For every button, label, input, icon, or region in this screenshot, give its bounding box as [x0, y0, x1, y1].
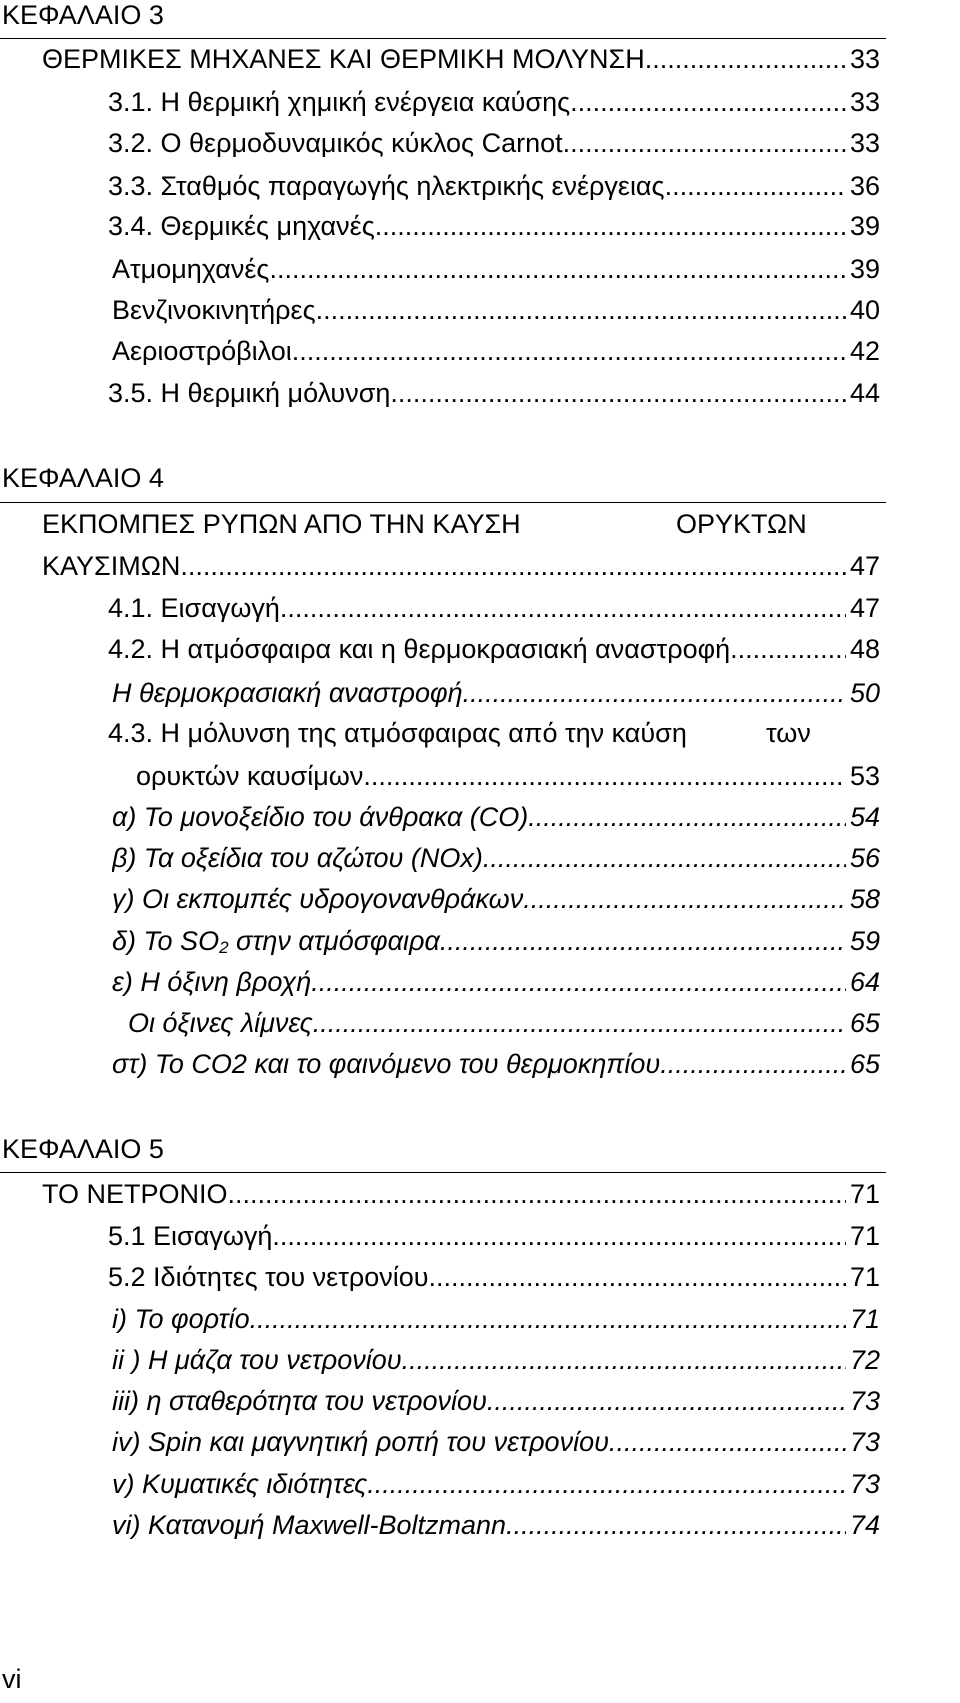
so2-prefix: δ) Το SO	[112, 928, 220, 955]
page-number: vi	[2, 1664, 22, 1694]
toc-entry-page: 58	[849, 886, 880, 913]
toc-entry-title	[112, 928, 440, 955]
chapter-4-rule	[0, 502, 886, 503]
toc-entry-page: 47	[849, 595, 880, 622]
toc-entry-page: 33	[849, 89, 880, 116]
toc-leader	[316, 297, 846, 324]
toc-leader	[563, 130, 846, 157]
toc-entry[interactable]	[108, 1264, 880, 1291]
toc-entry-page: 74	[849, 1512, 880, 1539]
toc-leader	[280, 595, 846, 622]
toc-entry-page: 56	[849, 845, 880, 872]
toc-entry-line-right: ΟΡΥΚΤΩΝ	[676, 509, 807, 539]
toc-leader	[665, 173, 846, 200]
toc-leader	[367, 1471, 846, 1498]
toc-entry-page: 73	[849, 1429, 880, 1456]
toc-entry-line-left: 4.3. Η μόλυνση της ατμόσφαιρας από την καύση	[108, 718, 687, 748]
toc-entry[interactable]	[112, 845, 880, 872]
toc-entry-page: 71	[849, 1223, 880, 1250]
toc-entry[interactable]	[42, 553, 880, 580]
toc-leader	[180, 553, 846, 580]
toc-entry-title: Ατμομηχανές	[112, 256, 270, 283]
toc-entry-page: 39	[849, 256, 880, 283]
toc-entry[interactable]	[128, 1010, 880, 1037]
toc-entry-page: 71	[849, 1306, 880, 1333]
toc-entry-line-right: των	[766, 718, 811, 748]
toc-entry-title: α) Το μονοξείδιο του άνθρακα (CO)	[112, 804, 529, 831]
toc-entry[interactable]	[42, 46, 880, 73]
toc-leader	[269, 256, 846, 283]
toc-entry-title: Οι όξινες λίμνες	[128, 1010, 313, 1037]
toc-entry-page: 53	[849, 763, 880, 790]
toc-entry-page: 36	[849, 173, 880, 200]
toc-leader	[616, 1429, 846, 1456]
toc-entry[interactable]	[136, 763, 880, 790]
toc-entry[interactable]	[112, 969, 880, 996]
toc-entry-title: 5.2 Ιδιότητες του νετρονίου.	[108, 1264, 437, 1291]
toc-leader	[487, 1388, 846, 1415]
toc-entry[interactable]	[112, 1512, 880, 1539]
toc-leader	[250, 1306, 846, 1333]
toc-entry-title: γ) Οι εκπομπές υδρογονανθράκων	[112, 886, 524, 913]
toc-entry-page: 42	[849, 338, 880, 365]
toc-entry-title: 3.3. Σταθμός παραγωγής ηλεκτρικής ενέργειας	[108, 173, 665, 200]
toc-leader	[738, 636, 846, 663]
toc-leader	[660, 1051, 846, 1078]
toc-entry-line-left: ΕΚΠΟΜΠΕΣ ΡΥΠΩΝ ΑΠΟ ΤΗΝ ΚΑΥΣΗ	[42, 509, 521, 539]
toc-entry-page: 71	[849, 1264, 880, 1291]
toc-leader	[311, 969, 846, 996]
toc-entry-title: ΚΑΥΣΙΜΩΝ	[42, 553, 181, 580]
so2-suffix: στην ατμόσφαιρα	[228, 928, 440, 955]
toc-leader	[375, 213, 846, 240]
toc-entry-title: ii ) Η μάζα του νετρονίου.	[112, 1347, 410, 1374]
toc-entry-page: 71	[849, 1181, 880, 1208]
toc-entry[interactable]	[112, 1306, 880, 1333]
toc-entry[interactable]	[108, 89, 880, 116]
toc-entry-title: στ) Το CO2 και το φαινόμενο του θερμοκηπίου	[112, 1051, 661, 1078]
toc-entry-title: Αεριοστρόβιλοι	[112, 338, 292, 365]
toc-entry-title: iii) η σταθερότητα του νετρονίου	[112, 1388, 487, 1415]
toc-leader	[463, 680, 846, 707]
toc-entry-title: i) Το φορτίο	[112, 1306, 250, 1333]
toc-entry-page: 40	[849, 297, 880, 324]
toc-entry-page: 64	[849, 969, 880, 996]
toc-entry[interactable]	[108, 173, 880, 200]
toc-entry-page: 59	[849, 928, 880, 955]
toc-entry-title: ΤΟ ΝΕΤΡΟΝΙΟ	[42, 1181, 228, 1208]
chapter-4-heading: ΚΕΦΑΛΑΙΟ 4	[2, 463, 164, 493]
toc-leader	[228, 1181, 846, 1208]
toc-entry-page: 48	[849, 636, 880, 663]
toc-leader	[570, 89, 846, 116]
toc-leader	[506, 1512, 846, 1539]
toc-entry[interactable]	[112, 1388, 880, 1415]
toc-entry-page: 73	[849, 1388, 880, 1415]
toc-entry[interactable]	[112, 886, 880, 913]
toc-entry[interactable]	[112, 680, 880, 707]
toc-entry-title: 3.4. Θερμικές μηχανές	[108, 213, 375, 240]
toc-entry-page: 65	[849, 1010, 880, 1037]
toc-entry-title: ε) Η όξινη βροχή	[112, 969, 312, 996]
chapter-3-rule	[0, 38, 886, 39]
toc-entry-title: vi) Κατανομή Maxwell-Boltzmann	[112, 1512, 507, 1539]
toc-entry[interactable]	[42, 1181, 880, 1208]
toc-entry[interactable]	[112, 1471, 880, 1498]
toc-leader	[528, 804, 846, 831]
toc-entry-page: 73	[849, 1471, 880, 1498]
toc-entry[interactable]	[108, 130, 880, 157]
toc-entry-title: Η θερμοκρασιακή αναστροφή	[112, 680, 463, 707]
toc-leader	[272, 1223, 846, 1250]
toc-entry-title: ορυκτών καυσίμων	[136, 763, 364, 790]
toc-entry-page: 33	[849, 46, 880, 73]
toc-entry-title: 4.1. Εισαγωγή	[108, 595, 280, 622]
toc-entry-page: 39	[849, 213, 880, 240]
toc-entry-title: v) Κυματικές ιδιότητες	[112, 1471, 368, 1498]
toc-leader	[440, 928, 846, 955]
toc-leader	[390, 380, 846, 407]
toc-entry[interactable]	[112, 928, 880, 955]
toc-entry[interactable]	[112, 256, 880, 283]
toc-entry-page: 72	[849, 1347, 880, 1374]
toc-entry-page: 44	[849, 380, 880, 407]
toc-leader	[313, 1010, 846, 1037]
toc-entry[interactable]	[112, 297, 880, 324]
toc-entry-title: ΘΕΡΜΙΚΕΣ ΜΗΧΑΝΕΣ ΚΑΙ ΘΕΡΜΙΚΗ ΜΟΛΥΝΣΗ	[42, 46, 645, 73]
toc-entry-title: 3.1. Η θερμική χημική ενέργεια καύσης	[108, 89, 571, 116]
toc-entry[interactable]	[108, 213, 880, 240]
toc-entry[interactable]	[112, 1429, 880, 1456]
toc-entry[interactable]	[112, 1051, 880, 1078]
toc-entry[interactable]	[108, 1223, 880, 1250]
toc-entry[interactable]	[108, 380, 880, 407]
toc-entry-page: 65	[849, 1051, 880, 1078]
toc-leader	[483, 845, 846, 872]
chapter-5-heading: ΚΕΦΑΛΑΙΟ 5	[2, 1134, 164, 1164]
toc-entry-page: 33	[849, 130, 880, 157]
toc-entry-page: 47	[849, 553, 880, 580]
toc-entry-title: β) Τα οξείδια του αζώτου (NOx)	[112, 845, 483, 872]
toc-entry[interactable]	[112, 804, 880, 831]
toc-leader	[363, 763, 846, 790]
toc-leader	[523, 886, 846, 913]
toc-leader	[409, 1347, 846, 1374]
toc-entry[interactable]	[108, 595, 880, 622]
toc-entry-title: Βενζινοκινητήρες	[112, 297, 316, 324]
toc-leader	[436, 1264, 846, 1291]
toc-entry-page: 50	[849, 680, 880, 707]
chapter-3-heading: ΚΕΦΑΛΑΙΟ 3	[2, 0, 164, 30]
so2-subscript: 2	[219, 938, 229, 955]
toc-entry[interactable]	[108, 636, 880, 663]
toc-leader	[292, 338, 846, 365]
toc-entry-title: 3.2. Ο θερμοδυναμικός κύκλος Carnot	[108, 130, 563, 157]
toc-entry-title: 5.1 Εισαγωγή	[108, 1223, 273, 1250]
chapter-5-rule	[0, 1172, 886, 1173]
toc-entry-page: 54	[849, 804, 880, 831]
toc-entry[interactable]	[112, 1347, 880, 1374]
toc-leader	[645, 46, 846, 73]
toc-entry-title: iv) Spin και μαγνητική ροπή του νετρονίου.	[112, 1429, 617, 1456]
toc-entry[interactable]	[112, 338, 880, 365]
toc-entry-title: 3.5. Η θερμική μόλυνση	[108, 380, 391, 407]
toc-entry-title: 4.2. Η ατμόσφαιρα και η θερμοκρασιακή αναστροφή.	[108, 636, 738, 663]
